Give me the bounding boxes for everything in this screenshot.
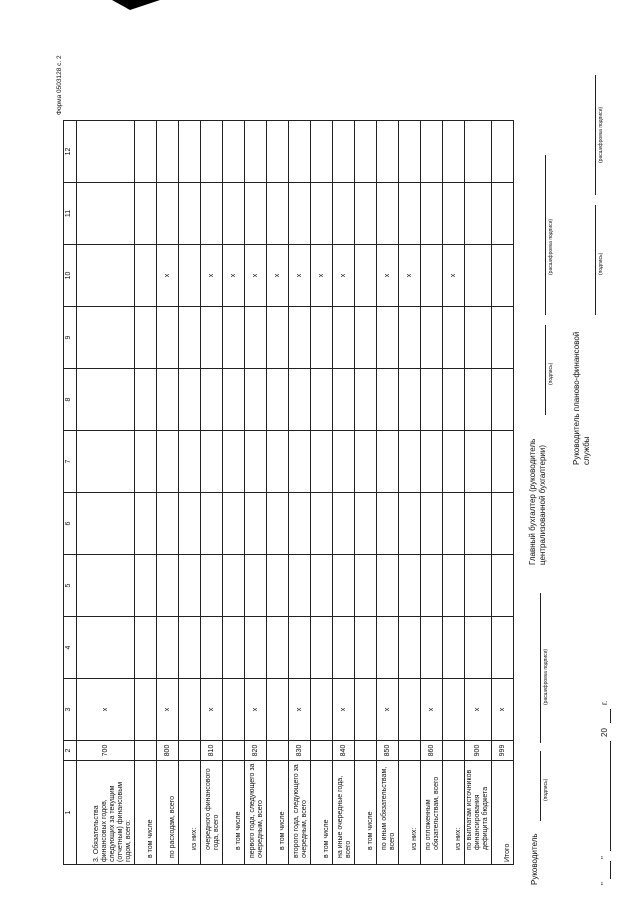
empty-cell [157,183,179,245]
empty-cell [492,493,514,555]
table-row [492,121,514,865]
table-row [377,121,399,865]
cell-col10: x [245,245,267,307]
empty-cell [492,617,514,679]
empty-cell [179,183,201,245]
empty-cell [465,431,492,493]
empty-cell [201,369,223,431]
col-header-7: 7 [64,431,77,493]
empty-cell [77,121,135,183]
empty-cell [492,555,514,617]
row-code: 810 [201,741,223,761]
empty-cell [289,431,311,493]
row-code: 850 [377,741,399,761]
row-code: 800 [157,741,179,761]
date-day-line [610,861,611,879]
cell-col10: x [333,245,355,307]
empty-cell [421,617,443,679]
empty-cell [135,121,157,183]
empty-cell [135,369,157,431]
empty-cell [201,307,223,369]
empty-cell [421,183,443,245]
date-quote-close: " [600,856,609,859]
empty-cell [421,369,443,431]
empty-cell [201,493,223,555]
empty-cell [399,369,421,431]
empty-cell [201,183,223,245]
cell-col10: x [399,245,421,307]
table-row [135,121,157,865]
empty-cell [465,121,492,183]
empty-cell [311,431,333,493]
empty-cell [77,493,135,555]
empty-cell [333,307,355,369]
empty-cell [201,555,223,617]
empty-cell [333,183,355,245]
empty-cell [399,121,421,183]
empty-cell [377,183,399,245]
table-row [223,121,245,865]
cell-col3: x [157,679,179,741]
cell-col3: x [377,679,399,741]
col-header-11: 11 [64,183,77,245]
empty-cell [492,431,514,493]
obligations-table [63,120,514,865]
empty-cell [157,369,179,431]
col-header-10: 10 [64,245,77,307]
empty-cell [245,183,267,245]
row-label: из них: [179,761,201,865]
empty-cell [421,307,443,369]
chief-name-line [545,155,546,315]
empty-cell [333,493,355,555]
header-row [64,121,77,865]
cell-col3 [311,679,333,741]
row-code: 820 [245,741,267,761]
table-row [465,121,492,865]
empty-cell [179,493,201,555]
cell-col3 [267,679,289,741]
plan-name-line [595,75,596,195]
empty-cell [245,617,267,679]
empty-cell [355,555,377,617]
col-header-4: 4 [64,617,77,679]
empty-cell [355,183,377,245]
cell-col10 [421,245,443,307]
empty-cell [223,307,245,369]
cell-col3: x [289,679,311,741]
empty-cell [377,493,399,555]
row-label: в том числе [135,761,157,865]
empty-cell [355,369,377,431]
table-row [289,121,311,865]
head-signature-line [540,751,541,821]
empty-cell [377,431,399,493]
empty-cell [245,493,267,555]
col-header-2: 2 [64,741,77,761]
empty-cell [399,617,421,679]
col-header-12: 12 [64,121,77,183]
cell-col10: x [377,245,399,307]
empty-cell [223,431,245,493]
empty-cell [245,369,267,431]
empty-cell [179,617,201,679]
cell-col3: x [465,679,492,741]
empty-cell [267,493,289,555]
empty-cell [135,183,157,245]
row-code [443,741,465,761]
empty-cell [465,555,492,617]
cell-col3: x [201,679,223,741]
empty-cell [333,555,355,617]
row-label: в том числе [223,761,245,865]
empty-cell [311,369,333,431]
empty-cell [399,183,421,245]
date-year-suffix: г. [600,700,609,705]
head-name-line [540,593,541,743]
row-code: 830 [289,741,311,761]
empty-cell [245,431,267,493]
empty-cell [311,555,333,617]
empty-cell [399,431,421,493]
empty-cell [223,617,245,679]
empty-cell [465,307,492,369]
empty-cell [443,431,465,493]
date-month-line [610,741,611,851]
table-row [355,121,377,865]
cell-col10 [465,245,492,307]
row-label: Итого [492,761,514,865]
cell-col10: x [157,245,179,307]
date-quote-open: " [600,882,609,885]
row-label: в том числе [311,761,333,865]
empty-cell [399,493,421,555]
empty-cell [179,555,201,617]
table-row [245,121,267,865]
row-code [399,741,421,761]
empty-cell [355,493,377,555]
date-year-line [610,709,611,723]
plan-rassh-caption: (расшифровка подписи) [598,106,604,163]
plan-signature-line [595,205,596,315]
empty-cell [77,555,135,617]
cell-col10: x [267,245,289,307]
empty-cell [443,369,465,431]
empty-cell [465,617,492,679]
empty-cell [311,121,333,183]
empty-cell [421,431,443,493]
empty-cell [399,555,421,617]
row-label: в том числе [355,761,377,865]
empty-cell [492,121,514,183]
empty-cell [377,617,399,679]
empty-cell [77,183,135,245]
empty-cell [179,307,201,369]
empty-cell [333,431,355,493]
empty-cell [157,121,179,183]
empty-cell [245,121,267,183]
row-label: из них: [399,761,421,865]
empty-cell [377,555,399,617]
empty-cell [443,121,465,183]
empty-cell [179,121,201,183]
plan-podpis-caption: (подпись) [598,252,604,275]
table-row [399,121,421,865]
empty-cell [492,307,514,369]
empty-cell [201,431,223,493]
empty-cell [223,555,245,617]
empty-cell [267,121,289,183]
empty-cell [311,183,333,245]
row-label: 3. Обязательства финансовых годов, следующих за текущим (отчетным) финансовым годом, всего: [77,761,135,865]
empty-cell [289,369,311,431]
cell-col10: x [201,245,223,307]
empty-cell [157,493,179,555]
empty-cell [245,555,267,617]
table-row [77,121,135,865]
row-label: по выплатам источников финансирования дефицита бюджета [465,761,492,865]
row-code: 999 [492,741,514,761]
empty-cell [157,555,179,617]
table-row [333,121,355,865]
empty-cell [135,307,157,369]
row-label: на иные очередные года, всего [333,761,355,865]
row-code [267,741,289,761]
cell-col10 [179,245,201,307]
empty-cell [377,307,399,369]
empty-cell [465,183,492,245]
empty-cell [355,431,377,493]
empty-cell [267,555,289,617]
empty-cell [157,307,179,369]
empty-cell [223,493,245,555]
empty-cell [289,307,311,369]
chief-accountant-label: Главный бухгалтер (руководитель централизованной бухгалтерии) [528,438,547,565]
empty-cell [399,307,421,369]
empty-cell [311,307,333,369]
form-code: Форма 0503128 с. 2 [56,55,63,115]
empty-cell [157,617,179,679]
empty-cell [465,493,492,555]
empty-cell [492,183,514,245]
row-label: из них: [443,761,465,865]
col-header-9: 9 [64,307,77,369]
cell-col3: x [421,679,443,741]
cell-col10: x [311,245,333,307]
empty-cell [289,617,311,679]
empty-cell [443,555,465,617]
row-code [311,741,333,761]
cell-col10: x [223,245,245,307]
empty-cell [179,431,201,493]
cell-col3 [223,679,245,741]
cell-col3: x [492,679,514,741]
empty-cell [135,555,157,617]
col-header-3: 3 [64,679,77,741]
row-code: 900 [465,741,492,761]
empty-cell [421,121,443,183]
empty-cell [311,493,333,555]
empty-cell [201,617,223,679]
cell-col3: x [77,679,135,741]
empty-cell [135,617,157,679]
empty-cell [267,431,289,493]
col-header-8: 8 [64,369,77,431]
chief-signature-line [545,325,546,415]
cell-col3 [443,679,465,741]
row-label: очередного финансового года, всего [201,761,223,865]
empty-cell [223,121,245,183]
empty-cell [492,369,514,431]
empty-cell [267,369,289,431]
row-code [355,741,377,761]
date-year-prefix: 20 [600,728,609,737]
cell-col10: x [289,245,311,307]
empty-cell [77,617,135,679]
row-code: 840 [333,741,355,761]
empty-cell [267,617,289,679]
cell-col10 [135,245,157,307]
row-code [179,741,201,761]
row-code: 700 [77,741,135,761]
row-code [223,741,245,761]
empty-cell [157,431,179,493]
cell-col10: x [443,245,465,307]
empty-cell [245,307,267,369]
empty-cell [421,493,443,555]
row-label: первого года, следующего за очередным, всего [245,761,267,865]
cell-col3 [135,679,157,741]
empty-cell [135,431,157,493]
cell-col3 [355,679,377,741]
empty-cell [355,307,377,369]
empty-cell [289,121,311,183]
empty-cell [223,183,245,245]
row-label: второго года, следующего за очередным, всего [289,761,311,865]
table-row [311,121,333,865]
empty-cell [333,121,355,183]
empty-cell [289,183,311,245]
row-label: по отложенным обязательствам, всего [421,761,443,865]
empty-cell [333,369,355,431]
plan-head-label: Руководитель планово-финансовой службы [572,331,591,465]
col-header-5: 5 [64,555,77,617]
empty-cell [267,183,289,245]
empty-cell [465,369,492,431]
table-row [201,121,223,865]
head-signature-label: Руководитель [530,833,539,885]
table-row [157,121,179,865]
empty-cell [77,369,135,431]
cell-col3 [179,679,201,741]
table-row [421,121,443,865]
empty-cell [223,369,245,431]
empty-cell [267,307,289,369]
empty-cell [333,617,355,679]
empty-cell [179,369,201,431]
empty-cell [201,121,223,183]
table-row [267,121,289,865]
table-row [443,121,465,865]
empty-cell [443,493,465,555]
row-code [135,741,157,761]
row-label: по расходам, всего [157,761,179,865]
empty-cell [289,493,311,555]
row-label: по иным обязательствам, всего [377,761,399,865]
table-body [64,121,514,865]
cell-col3: x [245,679,267,741]
col-header-6: 6 [64,493,77,555]
cell-col10 [77,245,135,307]
empty-cell [377,369,399,431]
empty-cell [355,617,377,679]
empty-cell [443,183,465,245]
head-podpis-caption: (подпись) [543,778,549,801]
empty-cell [77,431,135,493]
col-header-1: 1 [64,761,77,865]
empty-cell [377,121,399,183]
empty-cell [77,307,135,369]
cell-col10 [492,245,514,307]
table-row [179,121,201,865]
cell-col3: x [333,679,355,741]
empty-cell [443,617,465,679]
empty-cell [355,121,377,183]
empty-cell [135,493,157,555]
cell-col10 [355,245,377,307]
row-label: в том числе [267,761,289,865]
empty-cell [311,617,333,679]
chief-podpis-caption: (подпись) [548,362,554,385]
empty-cell [421,555,443,617]
chief-rassh-caption: (расшифровка подписи) [548,218,554,275]
empty-cell [443,307,465,369]
row-code: 860 [421,741,443,761]
head-rassh-caption: (расшифровка подписи) [543,648,549,705]
cell-col3 [399,679,421,741]
empty-cell [289,555,311,617]
